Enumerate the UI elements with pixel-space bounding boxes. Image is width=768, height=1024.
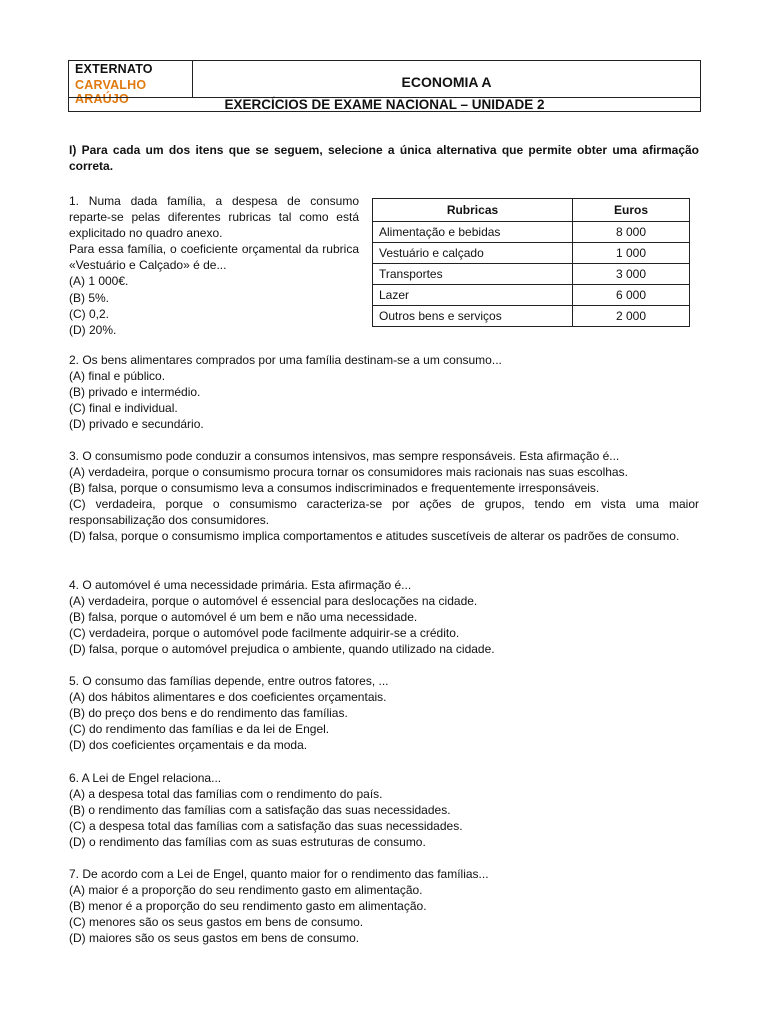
question-5 xyxy=(69,673,699,753)
table-cell-rubrica: Lazer xyxy=(373,285,573,306)
question-stem: 4. O automóvel é uma necessidade primária. Esta afirmação é... xyxy=(69,578,412,592)
question-option: (A) dos hábitos alimentares e dos coeficientes orçamentais. xyxy=(69,690,387,705)
question-4 xyxy=(69,577,699,657)
question-option: (B) menor é a proporção do seu rendimento gasto em alimentação. xyxy=(69,899,427,914)
question-option: (B) o rendimento das famílias com a satisfação das suas necessidades. xyxy=(69,803,451,818)
question-option: (D) o rendimento das famílias com as suas estruturas de consumo. xyxy=(69,835,426,850)
table-row xyxy=(373,285,690,306)
question-option: (C) menores são os seus gastos em bens de consumo. xyxy=(69,915,364,930)
document-subtitle: EXERCÍCIOS DE EXAME NACIONAL – UNIDADE 2 xyxy=(69,97,700,111)
question-stem: 3. O consumismo pode conduzir a consumos intensivos, mas sempre responsáveis. Esta afirmação é... xyxy=(69,449,620,463)
question-1-option-c: (C) 0,2. xyxy=(69,306,110,321)
logo-line2: CARVALHO ARAÚJO xyxy=(75,78,147,106)
question-stem: 2. Os bens alimentares comprados por uma família destinam-se a um consumo... xyxy=(69,353,502,367)
table-cell-rubrica: Transportes xyxy=(373,264,573,285)
question-option: (A) a despesa total das famílias com o rendimento do país. xyxy=(69,787,383,802)
question-1-option-a: (A) 1 000€. xyxy=(69,274,129,289)
table-cell-rubrica: Vestuário e calçado xyxy=(373,243,573,264)
table-row xyxy=(373,264,690,285)
question-option: (C) verdadeira, porque o consumismo caracteriza-se por ações de grupos, tendo em vista uma maior responsabilização dos consumidores. xyxy=(69,497,699,528)
table-cell-rubrica: Alimentação e bebidas xyxy=(373,222,573,243)
table-cell-euros: 8 000 xyxy=(573,222,690,243)
question-option: (A) final e público. xyxy=(69,369,166,384)
budget-table xyxy=(372,198,690,327)
table-cell-euros: 6 000 xyxy=(573,285,690,306)
question-option: (A) maior é a proporção do seu rendimento gasto em alimentação. xyxy=(69,883,423,898)
table-row xyxy=(373,222,690,243)
question-stem: 7. De acordo com a Lei de Engel, quanto maior for o rendimento das famílias... xyxy=(69,867,489,881)
table-cell-rubrica: Outros bens e serviços xyxy=(373,306,573,327)
question-7 xyxy=(69,866,699,946)
question-option: (C) verdadeira, porque o automóvel pode facilmente adquirir-se a crédito. xyxy=(69,626,460,641)
question-1-prompt: Para essa família, o coeficiente orçamental da rubrica «Vestuário e Calçado» é de... xyxy=(69,242,359,273)
question-option: (C) final e individual. xyxy=(69,401,178,416)
question-option: (D) falsa, porque o automóvel prejudica o ambiente, quando utilizado na cidade. xyxy=(69,642,495,657)
table-cell-euros: 1 000 xyxy=(573,243,690,264)
question-option: (A) verdadeira, porque o consumismo procura tornar os consumidores mais racionais nas suas escolhas. xyxy=(69,465,628,480)
logo-line1: EXTERNATO xyxy=(75,62,153,76)
table-header-row xyxy=(373,199,690,222)
question-6 xyxy=(69,770,699,850)
table-header-euros: Euros xyxy=(573,199,690,222)
school-logo xyxy=(69,61,193,106)
document-title: ECONOMIA A xyxy=(401,74,492,90)
table-cell-euros: 2 000 xyxy=(573,306,690,327)
question-option: (B) privado e intermédio. xyxy=(69,385,201,400)
question-3 xyxy=(69,448,699,545)
question-option: (C) a despesa total das famílias com a satisfação das suas necessidades. xyxy=(69,819,463,834)
question-option: (B) falsa, porque o automóvel é um bem e não uma necessidade. xyxy=(69,610,418,625)
question-stem: 6. A Lei de Engel relaciona... xyxy=(69,771,222,785)
question-1-option-b: (B) 5%. xyxy=(69,290,110,305)
table-header-rubricas: Rubricas xyxy=(373,199,573,222)
question-option: (D) dos coeficientes orçamentais e da moda. xyxy=(69,738,308,753)
question-stem: 5. O consumo das famílias depende, entre outros fatores, ... xyxy=(69,674,389,688)
question-option: (D) maiores são os seus gastos em bens de consumo. xyxy=(69,931,360,946)
question-option: (B) do preço dos bens e do rendimento das famílias. xyxy=(69,706,348,721)
question-option: (A) verdadeira, porque o automóvel é essencial para deslocações na cidade. xyxy=(69,594,478,609)
table-cell-euros: 3 000 xyxy=(573,264,690,285)
instructions: I) Para cada um dos itens que se seguem, selecione a única alternativa que permite obter uma afirmação correta. xyxy=(69,143,699,173)
question-2 xyxy=(69,352,699,432)
table-row xyxy=(373,243,690,264)
question-option: (D) falsa, porque o consumismo implica comportamentos e atitudes suscetíveis de alterar os padrões de consumo. xyxy=(69,529,680,544)
question-option: (D) privado e secundário. xyxy=(69,417,204,432)
question-1 xyxy=(69,193,359,338)
question-option: (B) falsa, porque o consumismo leva a consumos indiscriminados e frequentemente irresponsáveis. xyxy=(69,481,600,496)
document-header xyxy=(68,60,701,112)
question-1-text: 1. Numa dada família, a despesa de consumo reparte-se pelas diferentes rubricas tal como está explicitado no quadro anexo. xyxy=(69,194,359,241)
question-1-option-d: (D) 20%. xyxy=(69,322,117,337)
table-row xyxy=(373,306,690,327)
question-option: (C) do rendimento das famílias e da lei de Engel. xyxy=(69,722,330,737)
